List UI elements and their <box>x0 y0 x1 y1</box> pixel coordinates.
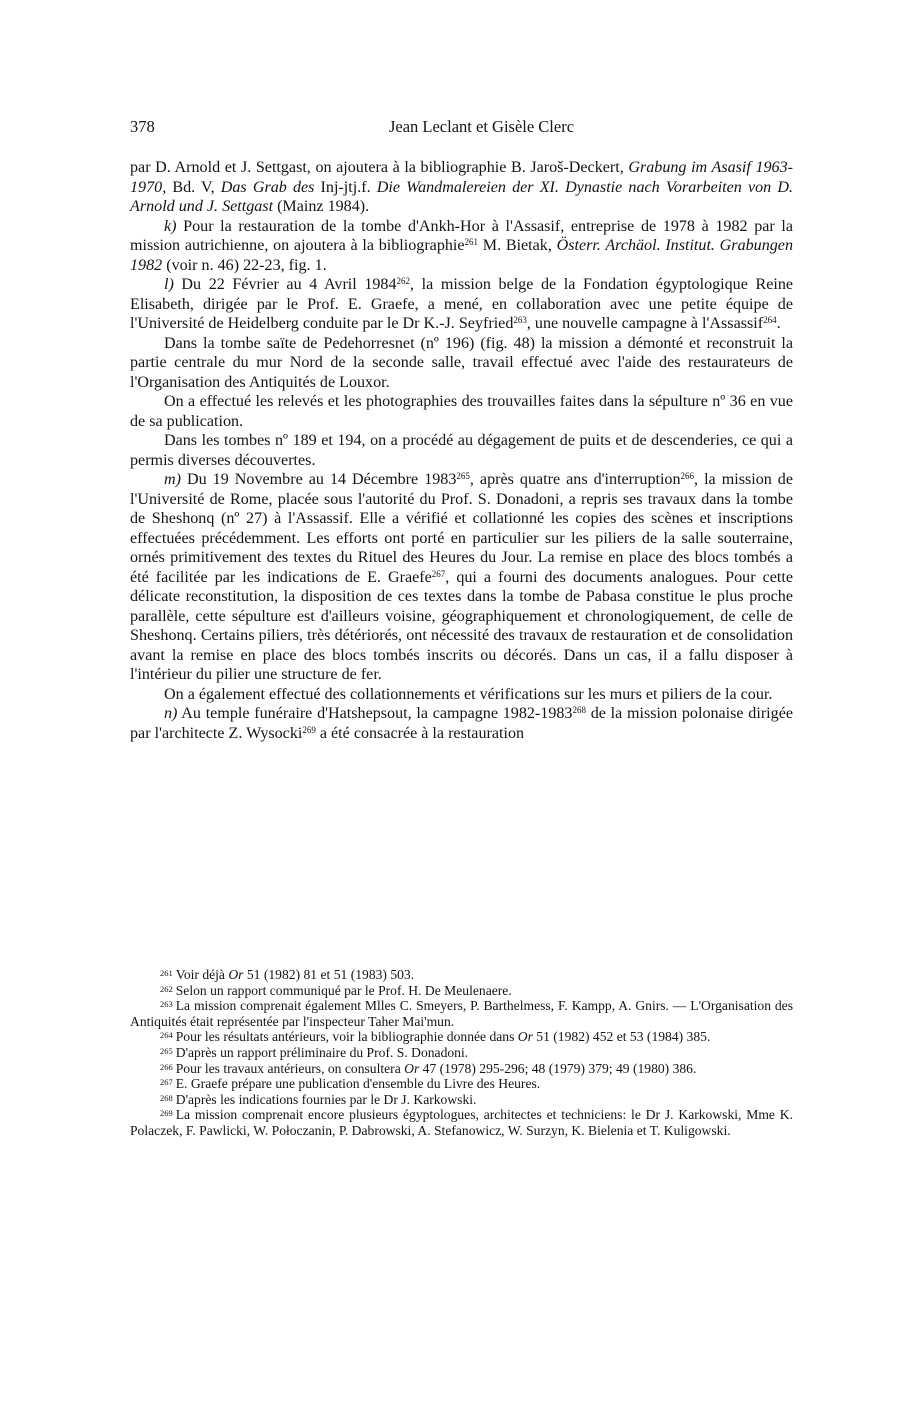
footnote-text: 47 (1978) 295-296; 48 (1979) 379; 49 (1980) 386. <box>419 1060 697 1076</box>
footnote-text: La mission comprenait également Mlles C. Smeyers, P. Barthelmess, F. Kampp, A. Gnirs. — L'Organisation des Antiquités était représentée par l'inspecteur Taher Mai'mun. <box>130 998 793 1029</box>
paragraph-1 <box>130 158 793 217</box>
footnotes <box>130 967 793 1139</box>
footnote-ref[interactable]: 269 <box>302 724 316 735</box>
footnote-265 <box>130 1045 793 1061</box>
page-number: 378 <box>130 117 155 136</box>
footnote-262 <box>130 983 793 999</box>
main-text <box>130 158 793 743</box>
footnote-text: 51 (1982) 81 et 51 (1983) 503. <box>243 967 415 982</box>
text-run: , après quatre ans d'interruption <box>469 471 681 488</box>
footnote-text: Voir déjà <box>175 967 229 982</box>
footnote-number: 266 <box>160 1061 173 1072</box>
footnote-text: E. Graefe prépare une publication d'ensemble du Livre des Heures. <box>175 1076 541 1092</box>
journal-abbrev: Or <box>517 1029 533 1045</box>
footnote-number: 269 <box>160 1108 173 1119</box>
section-letter: l) <box>164 276 174 293</box>
italic-title: Grabung im Asasif 1963-1970, <box>130 159 793 196</box>
paragraph-sepulture-36: On a effectué les relevés et les photographies des trouvailles faites dans la sépulture nº 36 en vue de sa publication. <box>130 393 793 430</box>
text-run: Du 22 Février au 4 Avril 1984 <box>173 276 397 293</box>
text-run: (voir n. 46) 22-23, fig. 1. <box>162 256 327 274</box>
paragraph-m <box>130 470 793 685</box>
footnote-264 <box>130 1029 793 1045</box>
paragraph-tombes-189-194: Dans les tombes nº 189 et 194, on a procédé au dégagement de puits et de descenderies, ce qui a permis diverses découvertes. <box>130 432 793 469</box>
footnote-text: 51 (1982) 452 et 53 (1984) 385. <box>532 1029 711 1045</box>
footnote-ref[interactable]: 262 <box>396 276 411 286</box>
text-run: Au temple funéraire d'Hatshepsout, la campagne 1982-1983 <box>177 705 573 722</box>
text-run: de la mission polonaise dirigée par l'architecte Z. Wysocki <box>130 705 793 742</box>
paragraph-cour: On a également effectué des collationnements et vérifications sur les murs et piliers de la cour. <box>164 685 773 703</box>
page-header <box>130 117 793 141</box>
italic-title: Die Wandmalereien der XI. Dynastie nach Vorarbeiten von D. Arnold und J. Settgast <box>130 178 794 215</box>
text-run: . <box>776 315 781 332</box>
text-run: Bd. V, <box>166 178 221 196</box>
text-run: , la mission de l'Université de Rome, placée sous l'autorité du Prof. S. Donadoni, a repris ses travaux dans la tombe de Sheshonq (nº 27) à l'Assassif. Elle a vérifié et collationné les copies des scènes et inscriptions effectuées précédemment. Les efforts ont porté en particulier sur les piliers de la salle souterraine, ornés primitivement des textes du Rituel des Heures du Jour. La remise en place des blocs tombés a été facilitée par les indications de E. Graefe <box>130 471 793 586</box>
footnote-ref[interactable]: 268 <box>572 705 586 715</box>
text-run: Inj-jtj.f. <box>314 178 377 196</box>
footnote-267 <box>130 1076 793 1092</box>
section-letter: m) <box>164 471 181 488</box>
footnote-text: Selon un rapport communiqué par le Prof. H. De Meulenaere. <box>175 982 512 998</box>
journal-abbrev: Or <box>404 1060 420 1076</box>
footnote-number: 267 <box>160 1077 173 1088</box>
footnote-number: 262 <box>160 983 173 994</box>
footnote-text: Pour les résultats antérieurs, voir la bibliographie donnée dans <box>175 1029 518 1045</box>
journal-abbrev: Or <box>228 967 244 982</box>
paragraph-k <box>130 217 793 276</box>
text-run: par D. Arnold et J. Settgast, on ajoutera à la bibliographie B. Jaroš-Deckert, <box>130 159 629 176</box>
text-run: , la mission belge de la Fondation égyptologique Reine Elisabeth, dirigée par le Prof. E. Graefe, a mené, en collaboration avec une petite équipe de l'Université de Heidelberg conduite par le Dr K.-J. Seyfried <box>130 276 794 332</box>
paragraph-pedehorresnet: Dans la tombe saïte de Pedehorresnet (nº 196) (fig. 48) la mission a démonté et reconstruit la partie centrale du mur Nord de la seconde salle, travail effectué avec l'aide des restaurateurs de l'Organisation des Antiquités de Louxor. <box>130 334 793 391</box>
footnote-text: Pour les travaux antérieurs, on consultera <box>175 1060 405 1076</box>
footnote-number: 263 <box>160 999 173 1010</box>
footnote-ref[interactable]: 267 <box>431 568 446 579</box>
section-letter: n) <box>164 705 178 722</box>
italic-title: Das Grab des <box>220 178 315 196</box>
footnote-266 <box>130 1061 793 1077</box>
text-run: (Mainz 1984). <box>273 198 370 215</box>
text-run: , qui a fourni des documents analogues. Pour cette délicate reconstitution, la disposition de ces textes dans la tombe de Pabasa constitue le plus proche parallèle, cette sépulture est d'ailleurs voisine, géographiquement et chronologiquement, de celle de Sheshonq. Certains piliers, très détériorés, ont nécessité des travaux de restauration et de consolidation avant la remise en place des blocs tombés inscrits ou décorés. Dans un cas, il a fallu disposer à l'intérieur du pilier une structure de fer. <box>130 568 793 683</box>
footnote-number: 265 <box>160 1045 173 1056</box>
text-run: Du 19 Novembre au 14 Décembre 1983 <box>180 471 457 488</box>
footnote-263 <box>130 998 793 1029</box>
text-run: M. Bietak, <box>478 237 557 254</box>
paragraph-n <box>130 704 793 743</box>
text-run: Pour la restauration de la tombe d'Ankh-Hor à l'Assasif, entreprise de 1978 à 1982 par la mission autrichienne, on ajoutera à la bibliographie <box>130 217 793 254</box>
footnote-268 <box>130 1092 793 1108</box>
footnote-number: 261 <box>160 968 173 978</box>
section-letter: k) <box>164 217 177 235</box>
footnote-ref[interactable]: 265 <box>456 471 470 481</box>
footnote-text: D'après les indications fournies par le Dr J. Karkowski. <box>175 1091 477 1107</box>
footnote-ref[interactable]: 264 <box>763 315 777 325</box>
footnote-269 <box>130 1107 793 1138</box>
paragraph-l <box>130 275 793 334</box>
footnote-text: La mission comprenait encore plusieurs égyptologues, architectes et techniciens: le Dr J. Karkowski, Mme K. Polaczek, F. Pawlicki, W. Połoczanin, P. Dabrowski, A. Stefanowicz, W. Surzyn, K. Bielenia et T. Kuligowski. <box>130 1107 793 1138</box>
running-head: Jean Leclant et Gisèle Clerc <box>388 117 575 136</box>
footnote-ref[interactable]: 263 <box>513 315 527 325</box>
footnote-ref[interactable]: 266 <box>680 471 695 481</box>
footnote-261 <box>130 967 793 983</box>
text-run: , une nouvelle campagne à l'Assassif <box>526 315 764 332</box>
footnote-number: 264 <box>160 1030 173 1041</box>
footnote-ref[interactable]: 261 <box>464 237 479 247</box>
italic-title: Österr. Archäol. Institut. Grabungen 1982 <box>130 237 793 274</box>
footnote-number: 268 <box>160 1092 173 1103</box>
text-run: a été consacrée à la restauration <box>315 724 525 742</box>
footnote-text: D'après un rapport préliminaire du Prof. S. Donadoni. <box>175 1044 469 1060</box>
